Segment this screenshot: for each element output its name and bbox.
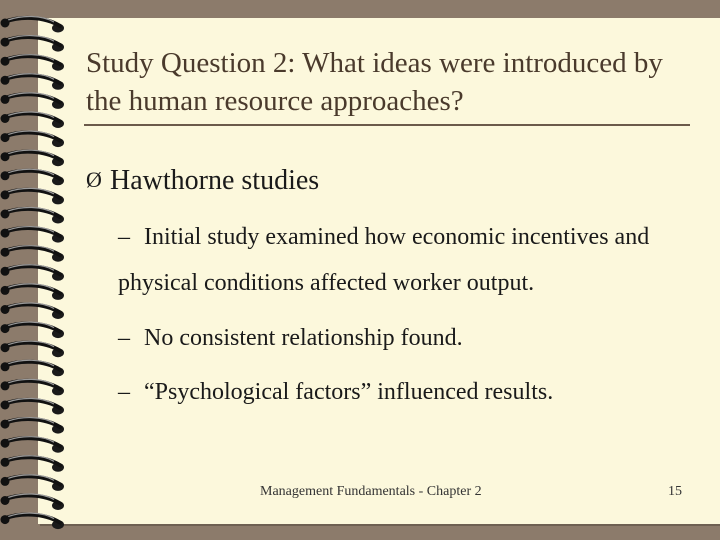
title-divider	[84, 124, 690, 126]
main-bullet-text: Hawthorne studies	[110, 165, 320, 196]
arrow-bullet-icon: Ø	[86, 167, 102, 192]
dash-marker: –	[118, 325, 130, 351]
dash-marker: –	[118, 224, 130, 250]
sub-bullet-3	[118, 369, 698, 415]
sub-bullet-2	[118, 315, 698, 361]
sub-bullet-text: “Psychological factors” influenced results.	[144, 379, 554, 405]
sub-bullet-1	[118, 214, 698, 306]
slide-footer: Management Fundamentals - Chapter 2	[260, 484, 482, 499]
page-number: 15	[668, 484, 682, 499]
dash-marker: –	[118, 379, 130, 405]
sub-bullet-text: Initial study examined how economic incentives and physical conditions affected worker output.	[118, 224, 650, 296]
sub-bullet-text: No consistent relationship found.	[144, 325, 463, 351]
main-bullet	[86, 165, 319, 197]
slide-title: Study Question 2: What ideas were introduced by the human resource approaches?	[86, 47, 663, 117]
